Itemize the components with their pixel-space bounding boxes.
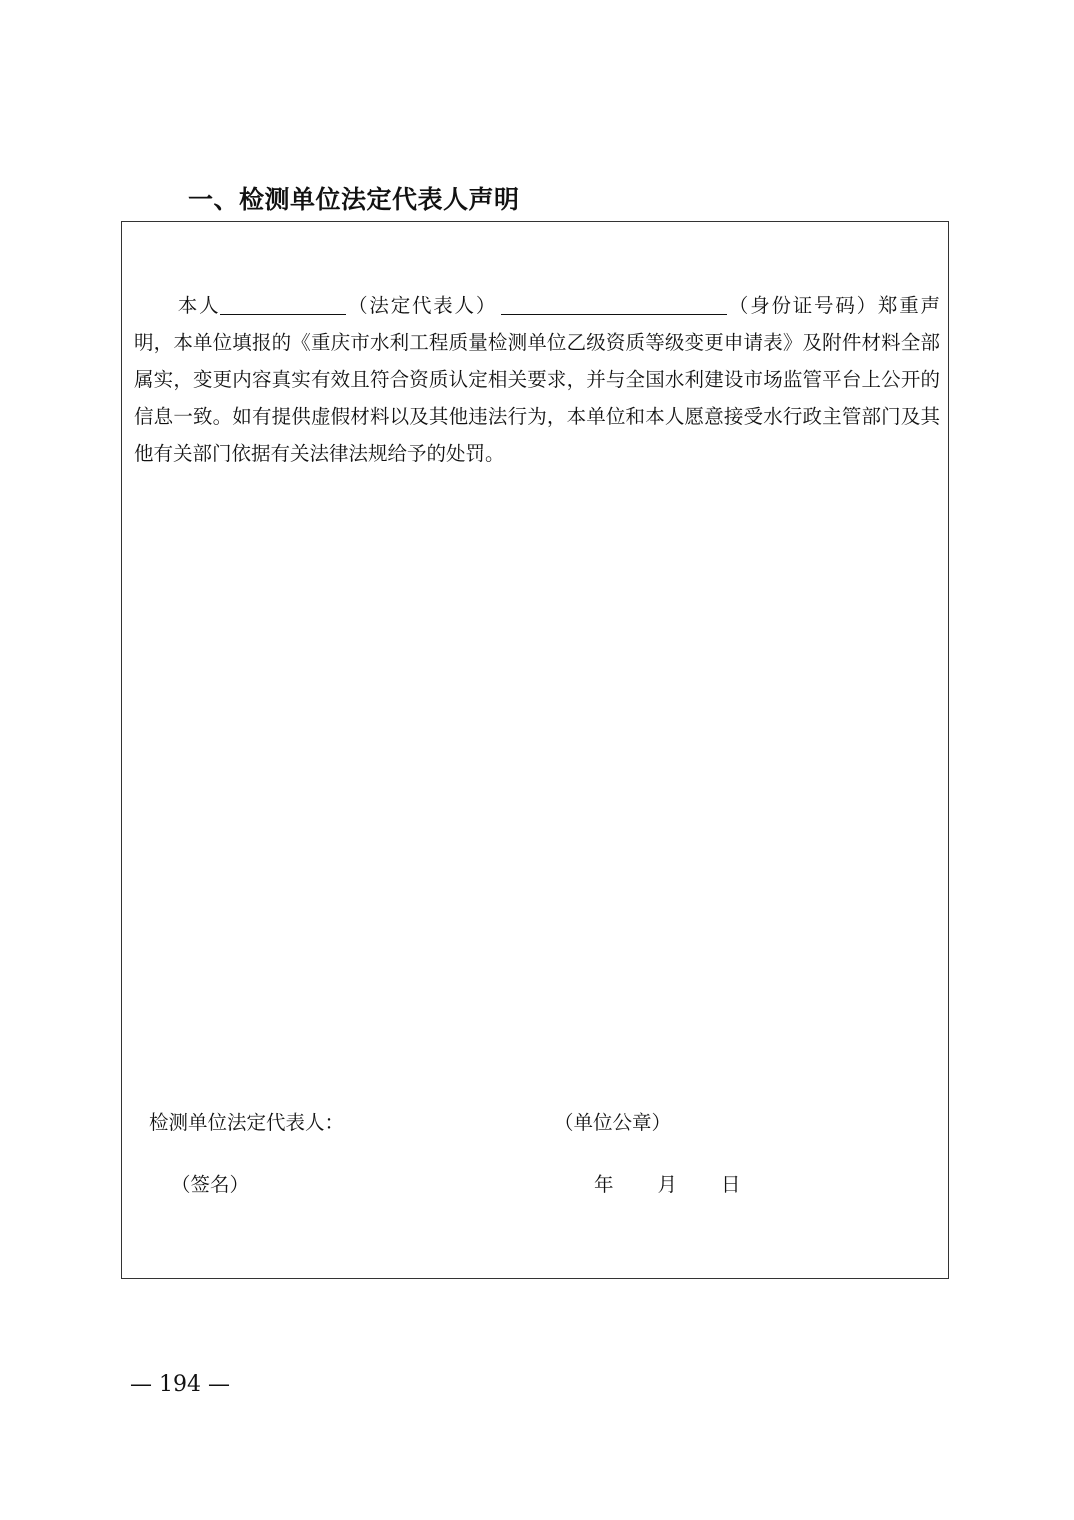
unit-seal-label: （单位公章） [554,1111,672,1134]
page-number: — 194 — [130,1372,230,1397]
year-label: 年 [594,1173,614,1196]
date-line [594,1170,741,1200]
id-number-blank[interactable] [501,292,727,315]
month-label: 月 [657,1173,678,1196]
section-title: 一、检测单位法定代表人声明 [188,185,520,214]
declaration-paragraph [134,287,940,472]
declaration-text-part-3: （身份证号码）郑重声明，本单位填报的《重庆市水利工程质量检测单位乙级资质等级变更申请表》及附件材料全部属实，变更内容真实有效且符合资质认定相关要求，并与全国水利建设市场监管平台上公开的信息一致。如有提供虚假材料以及其他违法行为，本单位和本人愿意接受水行政主管部门及其他有关部门依据有关法律法规给予的处罚。 [134,294,940,465]
legal-representative-name-blank[interactable] [220,292,346,315]
legal-representative-label: 检测单位法定代表人： [149,1111,345,1134]
signature-note: （签名） [171,1173,250,1196]
declaration-text-part-1: 本人 [176,294,221,317]
day-label: 日 [721,1173,741,1196]
declaration-form-box [121,221,949,1279]
declaration-text-part-2: （法定代表人） [346,294,498,317]
